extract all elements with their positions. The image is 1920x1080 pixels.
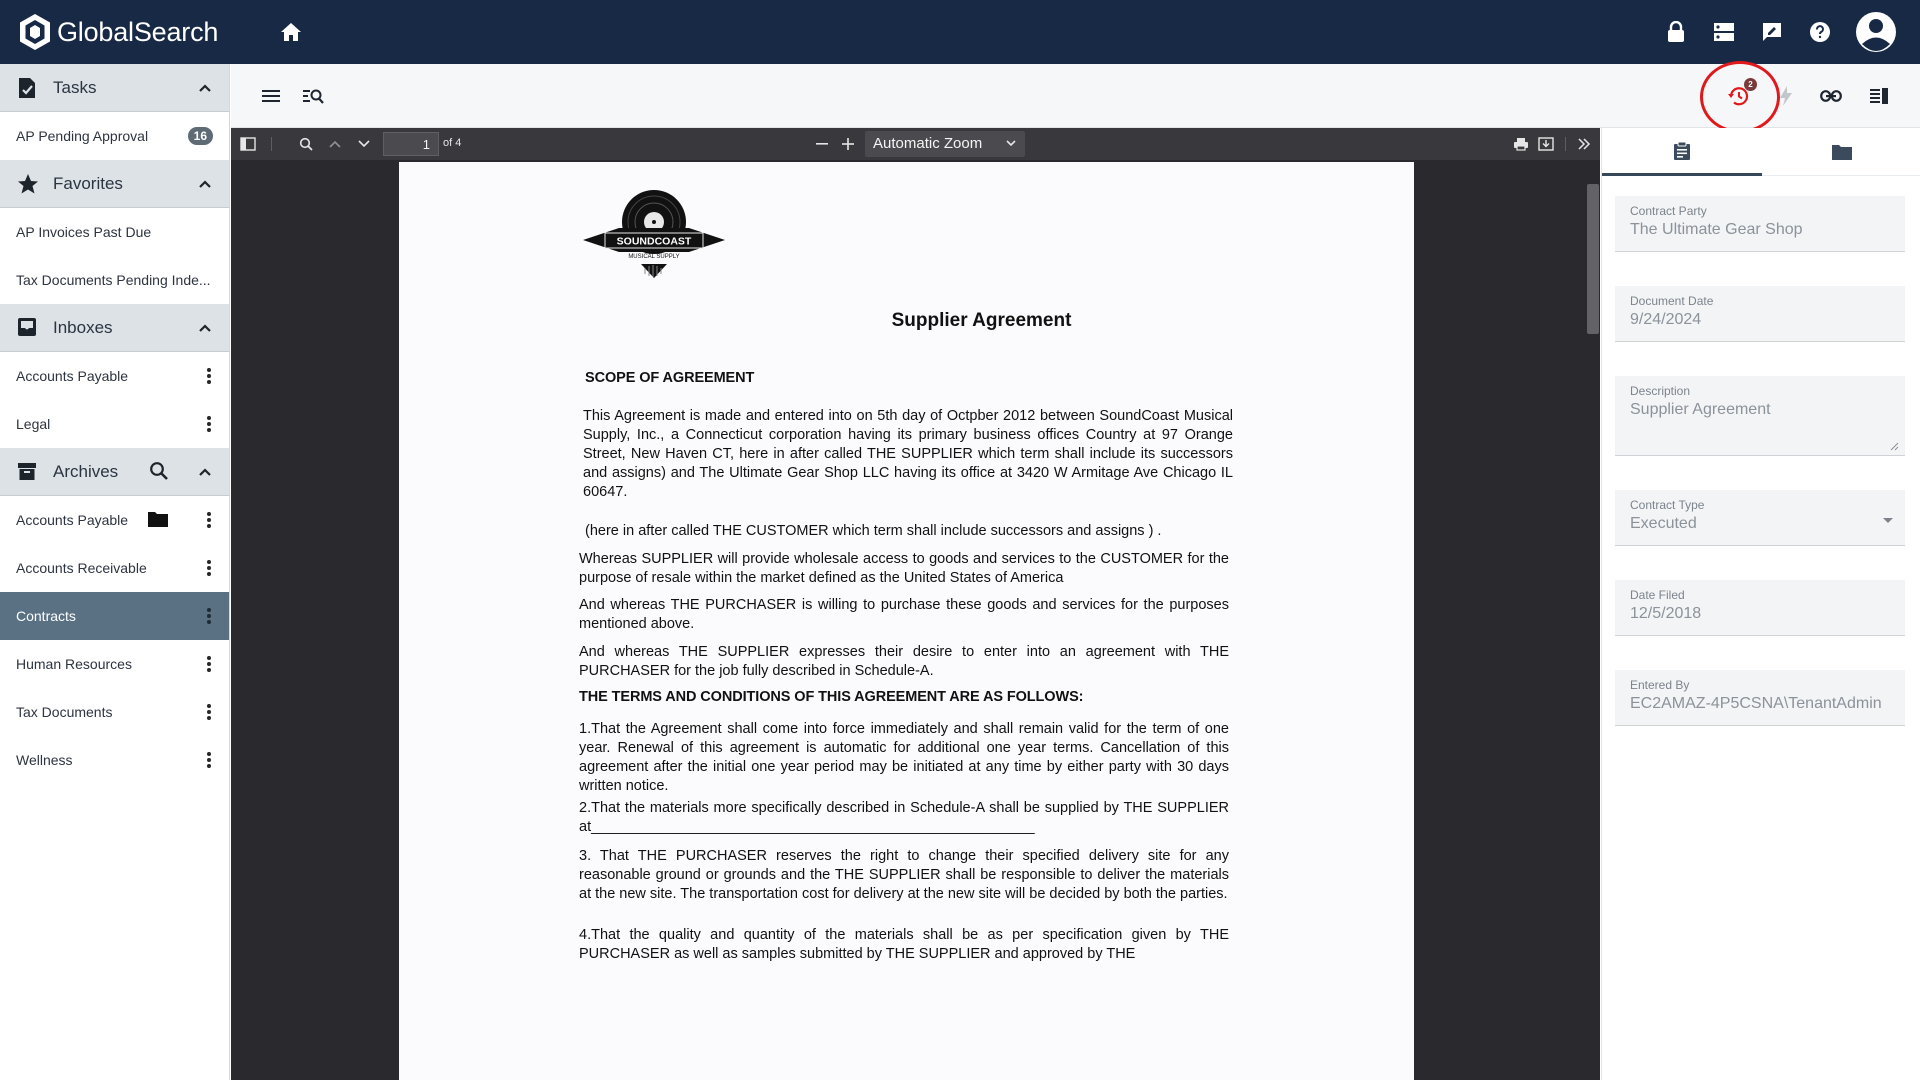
paragraph-2: (here in after called THE CUSTOMER which term shall include successors and assigns ) . — [585, 523, 1162, 539]
more-vert-icon[interactable] — [205, 702, 213, 722]
resize-handle-icon[interactable] — [1889, 441, 1899, 451]
print-icon — [1513, 137, 1529, 151]
sidebar-item-label: Wellness — [16, 752, 73, 768]
brand[interactable] — [18, 13, 218, 51]
field-value: EC2AMAZ-4P5CSNA\TenantAdmin — [1630, 695, 1882, 712]
sidebar-item-label: Legal — [16, 416, 51, 432]
feedback-button[interactable] — [1748, 8, 1796, 56]
tab-index-fields[interactable] — [1602, 128, 1762, 176]
more-vert-icon[interactable] — [205, 510, 213, 530]
page-count: of 4 — [443, 137, 462, 149]
feedback-icon — [1761, 21, 1783, 43]
sidebar-item-label: Tax Documents — [16, 704, 113, 720]
sidebar-item-ap-invoices-past-due[interactable] — [0, 208, 229, 256]
link-icon — [1820, 90, 1842, 102]
pdf-viewer[interactable] — [231, 160, 1600, 1080]
search-icon[interactable] — [149, 461, 171, 483]
term-1: 1.That the Agreement shall come into force immediately and shall remain valid for the term of one year. Renewal of this agreement is automatic for additional one year terms. Cancellation of this agreement after the initial one year period may be initiated at any time by either party with 30 days written notice. — [579, 721, 1229, 794]
more-vert-icon[interactable] — [205, 606, 213, 626]
sidebar-item-inbox-accounts-payable[interactable] — [0, 352, 229, 400]
field-contract-type[interactable] — [1615, 490, 1905, 546]
chevron-up-icon[interactable] — [195, 462, 215, 482]
sidebar-item-label: AP Pending Approval — [16, 128, 149, 144]
sidebar-item-archive-accounts-receivable[interactable] — [0, 544, 229, 592]
section-title: Tasks — [53, 77, 97, 97]
sidebar-item-label: AP Invoices Past Due — [16, 224, 152, 240]
sidebar-item-label: Human Resources — [16, 656, 132, 672]
section-favorites[interactable] — [0, 160, 229, 208]
page-number-input[interactable] — [383, 132, 439, 156]
search-results-button[interactable] — [298, 81, 328, 111]
count-badge: 16 — [188, 127, 213, 145]
scrollbar-thumb[interactable] — [1587, 184, 1599, 334]
user-avatar[interactable] — [1850, 6, 1902, 58]
field-document-date[interactable] — [1615, 286, 1905, 342]
lock-icon — [1667, 21, 1685, 43]
help-button[interactable] — [1796, 8, 1844, 56]
search-icon — [299, 137, 313, 151]
more-vert-icon[interactable] — [205, 558, 213, 578]
document-toolbar — [231, 64, 1920, 128]
sidebar-toggle-icon — [240, 137, 256, 151]
document-title: Supplier Agreement — [891, 310, 1072, 331]
pdf-toolbar — [231, 128, 1600, 160]
print-button[interactable] — [1510, 134, 1532, 154]
dashboard-button[interactable] — [1700, 8, 1748, 56]
app-name: GlobalSearch — [57, 16, 219, 47]
field-value: 12/5/2018 — [1630, 605, 1702, 622]
sidebar-item-label: Contracts — [16, 608, 76, 624]
menu-button[interactable] — [256, 81, 286, 111]
paragraph-1: This Agreement is made and entered into on 5th day of Octpber 2012 between SoundCoast Musical Supply, Inc., a Connecticut corporation having its primary business offices Country at 97 Orange Street, New Haven CT, here in after called THE SUPPLIER which term shall include its successors and assigns) and The Ultimate Gear Shop LLC having its office at 3420 W Armitage Ave Chicago IL 60647. — [583, 408, 1233, 500]
minus-icon — [815, 142, 829, 146]
pdf-page — [399, 162, 1414, 1080]
more-vert-icon[interactable] — [205, 366, 213, 386]
field-label: Entered By — [1630, 678, 1690, 692]
archive-icon — [17, 461, 39, 483]
help-icon — [1809, 21, 1831, 43]
zoom-value: Automatic Zoom — [873, 135, 983, 152]
logo-subtext: MUSICAL SUPPLY — [628, 254, 680, 260]
top-app-bar — [0, 0, 1920, 64]
save-icon — [1538, 137, 1554, 151]
field-label: Description — [1630, 384, 1691, 398]
paragraph-5: And whereas THE SUPPLIER expresses their desire to enter into an agreement with THE PURCHASER for the job fully described in Schedule-A. — [579, 644, 1229, 679]
task-icon — [17, 77, 39, 99]
more-vert-icon[interactable] — [205, 414, 213, 434]
star-icon — [17, 173, 39, 195]
download-button[interactable] — [1535, 134, 1557, 154]
section-archives[interactable] — [0, 448, 229, 496]
sidebar-item-ap-pending-approval[interactable] — [0, 112, 229, 160]
pdf-scrollbar[interactable] — [1586, 174, 1596, 1080]
home-icon — [280, 22, 302, 42]
field-label: Contract Party — [1630, 204, 1707, 218]
paragraph-4: And whereas THE PURCHASER is willing to purchase these goods and services for the purposes mentioned above. — [579, 597, 1229, 632]
sidebar-item-archive-contracts[interactable] — [0, 592, 229, 640]
soundcoast-logo — [579, 178, 729, 288]
globalsearch-logo-icon — [18, 13, 52, 51]
field-value: The Ultimate Gear Shop — [1630, 221, 1803, 238]
sidebar-item-label: Accounts Payable — [16, 368, 129, 384]
field-label: Date Filed — [1630, 588, 1685, 602]
manage-search-icon — [302, 87, 324, 105]
view-sidebar-icon — [1869, 87, 1889, 105]
dropdown-arrow-icon[interactable] — [1883, 518, 1893, 524]
sidebar-item-archive-accounts-payable[interactable] — [0, 496, 229, 544]
logo-text: SOUNDCOAST — [616, 235, 692, 248]
zoom-out-button[interactable] — [811, 134, 833, 154]
field-value: 9/24/2024 — [1630, 311, 1702, 328]
field-value: Executed — [1630, 515, 1697, 532]
chevron-up-icon — [328, 139, 342, 149]
folder-icon — [1831, 143, 1853, 161]
previous-page-button[interactable] — [324, 134, 346, 154]
account-icon — [1855, 11, 1897, 53]
field-value: Supplier Agreement — [1630, 401, 1771, 418]
section-inboxes[interactable] — [0, 304, 229, 352]
clipboard-icon — [1673, 141, 1691, 161]
section-tasks[interactable] — [0, 64, 229, 112]
sidebar-item-archive-wellness[interactable] — [0, 736, 229, 784]
sidebar-toggle-button[interactable] — [237, 134, 259, 154]
toolbar-separator — [1565, 137, 1566, 151]
sidebar-item-archive-tax-documents[interactable] — [0, 688, 229, 736]
double-chevron-right-icon — [1577, 138, 1591, 150]
term-4: 4.That the quality and quantity of the materials shall be as per specification given by THE PURCHASER as well as samples submitted by THE SUPPLIER and approved by THE — [579, 927, 1229, 962]
section-title: Inboxes — [53, 317, 113, 337]
sidebar-item-label: Tax Documents Pending Inde... — [16, 272, 211, 288]
toolbar-separator — [271, 137, 272, 151]
folder-icon[interactable] — [147, 510, 169, 528]
sidebar-item-tax-documents-pending[interactable] — [0, 256, 229, 304]
sidebar — [0, 64, 230, 1080]
sidebar-item-label: Accounts Payable — [16, 512, 129, 528]
tools-button[interactable] — [1573, 134, 1595, 154]
field-label: Contract Type — [1630, 498, 1705, 512]
sidebar-item-inbox-legal[interactable] — [0, 400, 229, 448]
field-entered-by[interactable] — [1615, 670, 1905, 726]
menu-icon — [261, 88, 281, 104]
scope-heading: SCOPE OF AGREEMENT — [585, 370, 755, 386]
zoom-select[interactable] — [865, 131, 1025, 157]
zoom-in-button[interactable] — [837, 134, 859, 154]
chevron-up-icon[interactable] — [195, 174, 215, 194]
sidebar-item-archive-human-resources[interactable] — [0, 640, 229, 688]
dashboard-icon — [1713, 22, 1735, 42]
next-page-button[interactable] — [353, 134, 375, 154]
chevron-down-icon — [1005, 137, 1017, 149]
more-vert-icon[interactable] — [205, 750, 213, 770]
history-count-badge: 2 — [1744, 78, 1757, 91]
chevron-down-icon — [357, 139, 371, 149]
panel-tabs — [1602, 128, 1920, 176]
properties-panel — [1601, 128, 1920, 1080]
more-vert-icon[interactable] — [205, 654, 213, 674]
paragraph-3: Whereas SUPPLIER will provide wholesale access to goods and services to the CUSTOMER for the purpose of resale within the market defined as the United States of America — [579, 551, 1229, 586]
terms-heading: THE TERMS AND CONDITIONS OF THIS AGREEMENT ARE AS FOLLOWS: — [579, 689, 1084, 705]
link-button[interactable] — [1816, 81, 1846, 111]
term-2: 2.That the materials more specifically described in Schedule-A shall be supplied by THE SUPPLIER at_______________________________________________________ — [579, 800, 1229, 835]
highlight-annotation — [1700, 61, 1780, 133]
lock-button[interactable] — [1652, 8, 1700, 56]
field-description[interactable] — [1615, 376, 1905, 456]
sidebar-item-label: Accounts Receivable — [16, 560, 147, 576]
chevron-up-icon[interactable] — [195, 78, 215, 98]
plus-icon — [841, 137, 855, 151]
lightning-icon — [1779, 85, 1793, 107]
term-3: 3. That THE PURCHASER reserves the right to change their specified delivery site for any reasonable ground or grounds and the THE SUPPLIER shall be responsible to deliver the materials at the new site. The transportation cost for delivery at the new site will be decided by both the parties. — [579, 848, 1229, 902]
home-button[interactable] — [276, 17, 306, 47]
find-button[interactable] — [295, 134, 317, 154]
field-date-filed[interactable] — [1615, 580, 1905, 636]
chevron-up-icon[interactable] — [195, 318, 215, 338]
inbox-icon — [17, 317, 39, 339]
toggle-panel-button[interactable] — [1864, 81, 1894, 111]
tab-folders[interactable] — [1762, 128, 1920, 176]
field-label: Document Date — [1630, 294, 1714, 308]
section-title: Favorites — [53, 173, 123, 193]
section-title: Archives — [53, 461, 119, 481]
field-contract-party[interactable] — [1615, 196, 1905, 252]
